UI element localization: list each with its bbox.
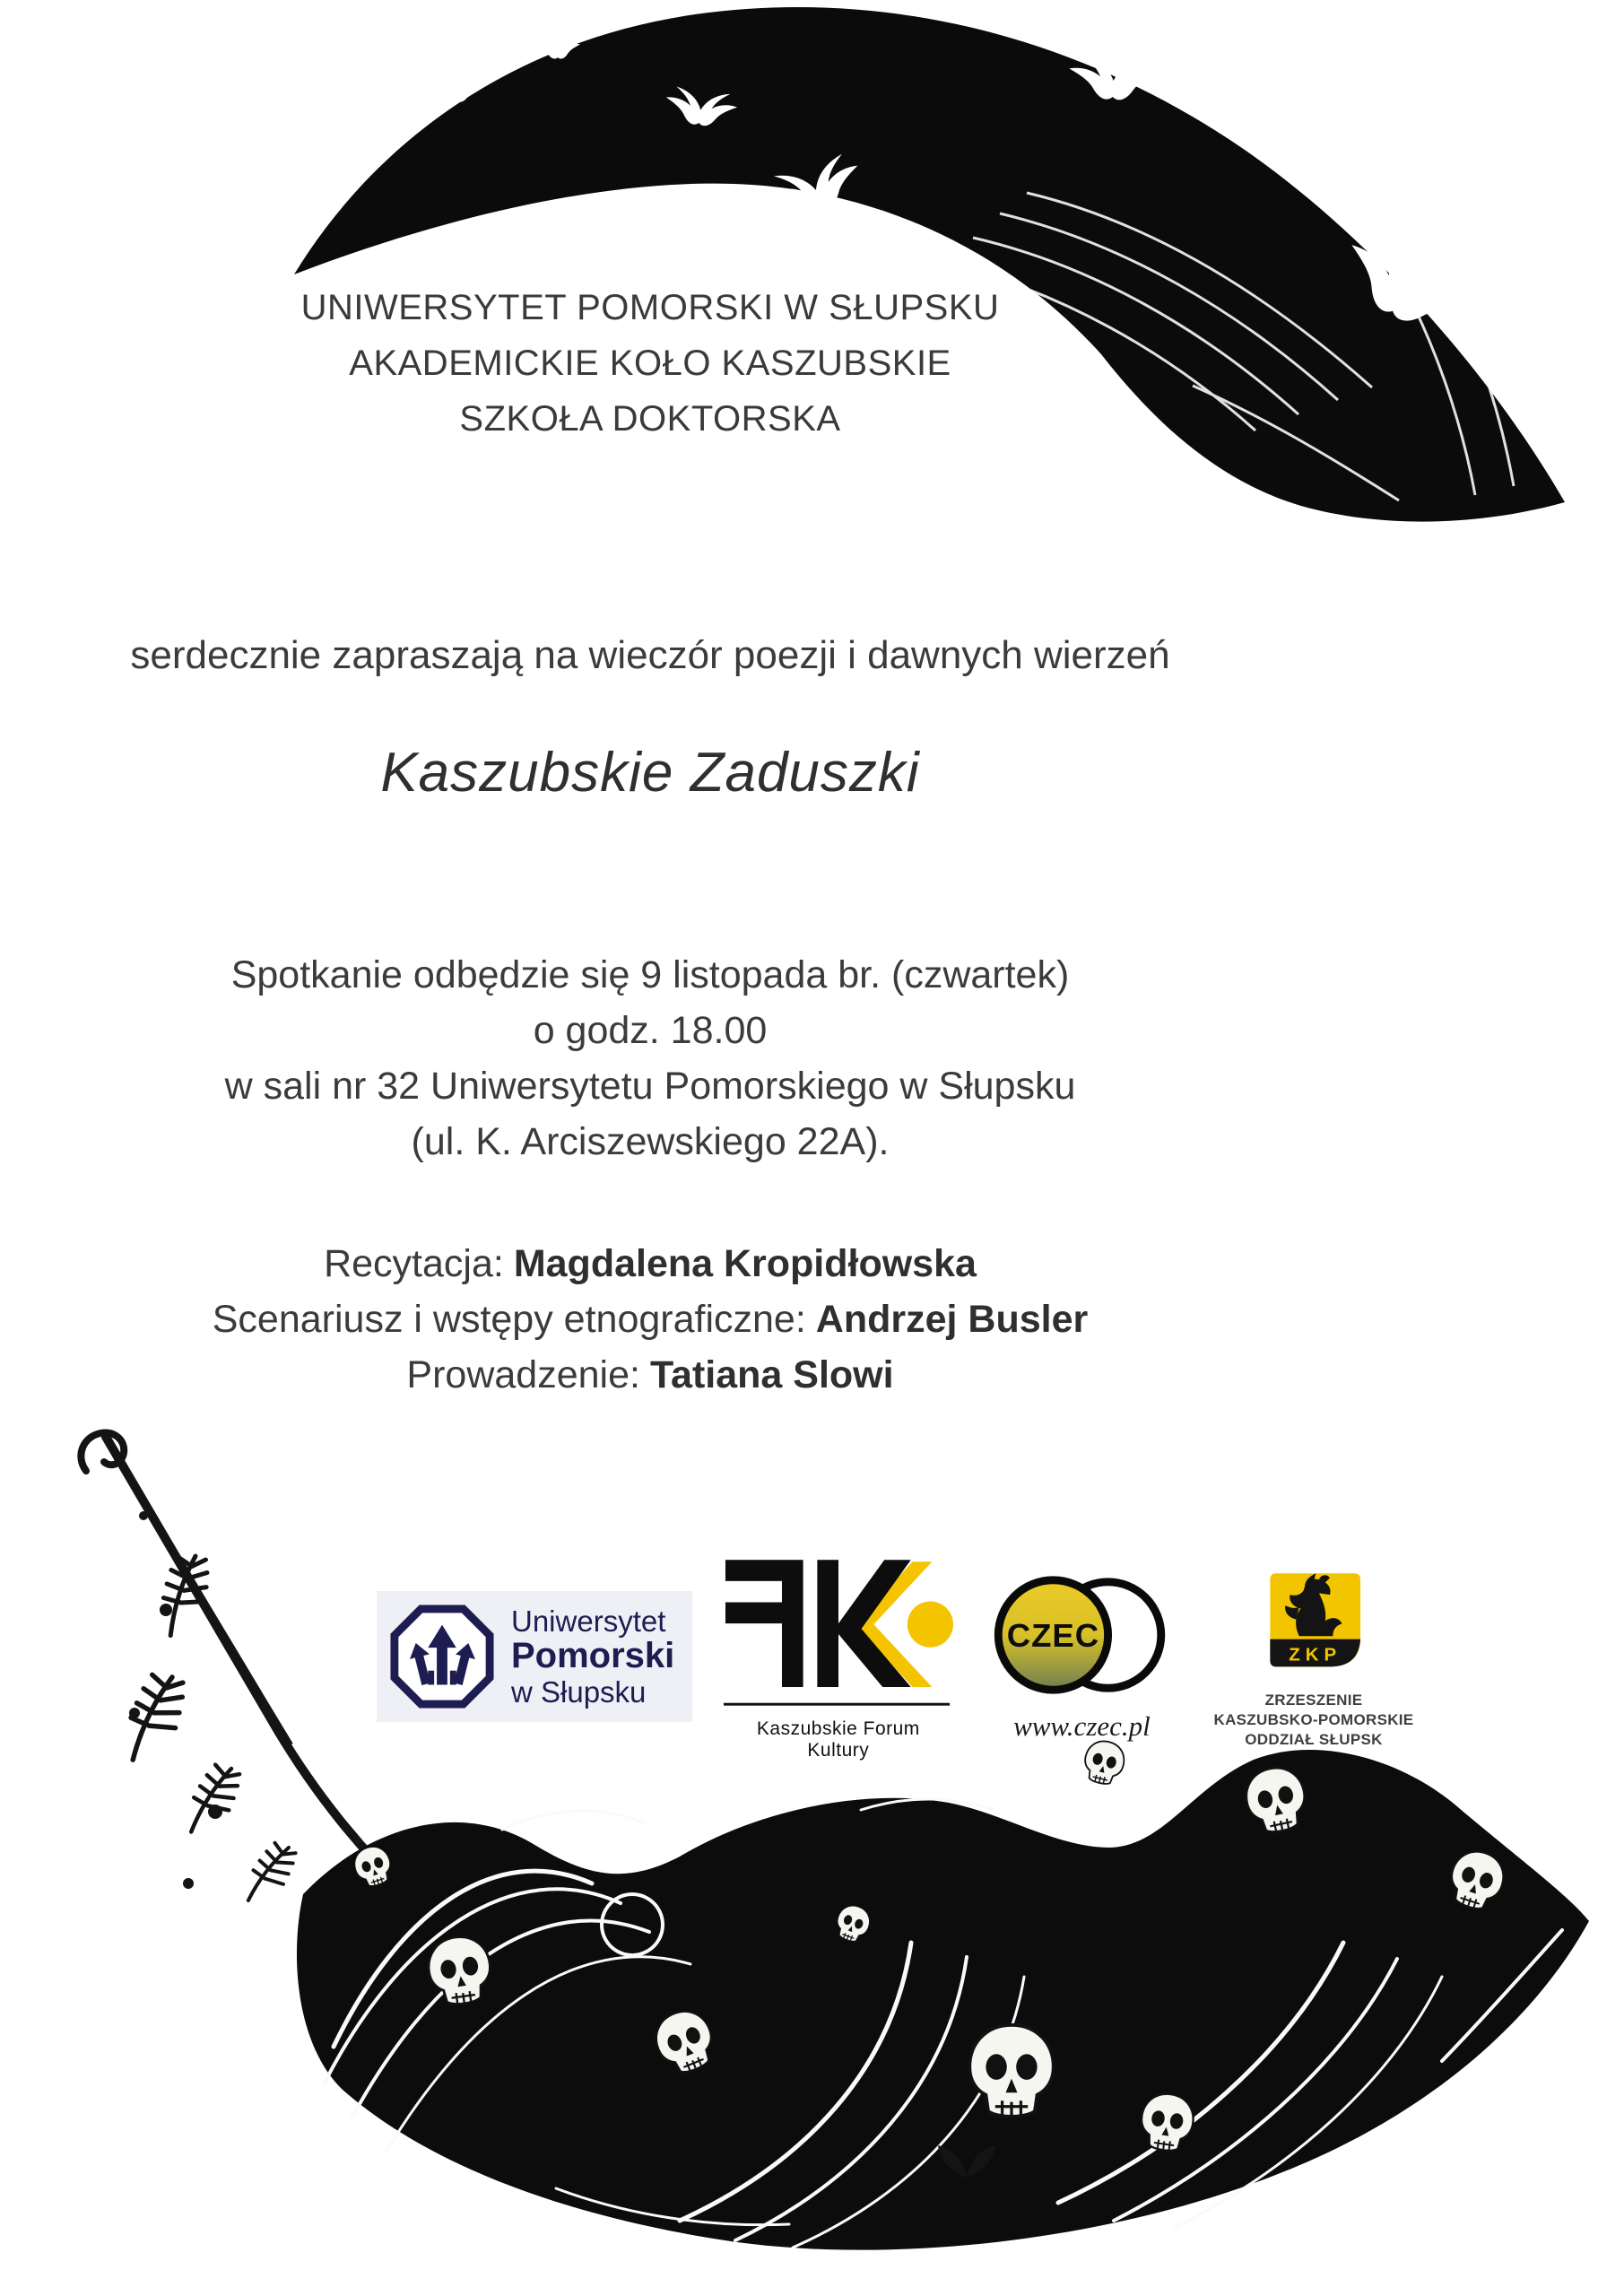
invitation-intro: serdecznie zapraszają na wieczór poezji i dawnych wierzeń: [130, 633, 1170, 677]
zkp-caption-line: ODDZIAŁ SŁUPSK: [1245, 1730, 1383, 1748]
detail-line: (ul. K. Arciszewskiego 22A).: [411, 1120, 890, 1163]
organizer-block: [0, 280, 1300, 447]
czec-url: www.czec.pl: [1013, 1709, 1151, 1742]
fkk-caption: Kaszubskie Forum Kultury: [756, 1718, 920, 1761]
czec-acronym: CZEC: [1007, 1616, 1100, 1654]
credit-name: Tatiana Slowi: [649, 1353, 894, 1396]
university-logo-line: Pomorski: [511, 1636, 675, 1676]
zkp-acronym: ZKP: [1289, 1644, 1342, 1665]
detail-line: Spotkanie odbędzie się 9 listopada br. (czwartek): [230, 953, 1070, 996]
credit-label: Prowadzenie:: [406, 1353, 640, 1396]
credit-line: [0, 1292, 1300, 1347]
credits-block: [0, 1236, 1300, 1403]
event-title: Kaszubskie Zaduszki: [380, 742, 920, 804]
organizer-line: AKADEMICKIE KOŁO KASZUBSKIE: [349, 344, 951, 383]
event-details-block: [0, 947, 1300, 1170]
zkp-caption-line: ZRZESZENIE: [1264, 1691, 1363, 1709]
zkp-caption-line: KASZUBSKO-POMORSKIE: [1213, 1710, 1414, 1728]
credit-name: Magdalena Kropidłowska: [513, 1242, 977, 1285]
credit-label: Recytacja:: [324, 1242, 504, 1285]
wave-skulls-illustration: [0, 1381, 1624, 2296]
credit-label: Scenariusz i wstępy etnograficzne:: [212, 1298, 806, 1341]
wave-mass-shape: [297, 1750, 1589, 2250]
credit-line: [0, 1236, 1300, 1292]
detail-line: o godz. 18.00: [533, 1009, 768, 1052]
detail-line: w sali nr 32 Uniwersytetu Pomorskiego w Słupsku: [224, 1065, 1076, 1108]
skull-icon: [1081, 1737, 1128, 1787]
organizer-line: UNIWERSYTET POMORSKI W SŁUPSKU: [300, 288, 1000, 327]
university-logo-line: w Słupsku: [511, 1674, 647, 1709]
organizer-line: SZKOŁA DOKTORSKA: [459, 399, 841, 439]
credit-name: Andrzej Busler: [815, 1298, 1089, 1341]
university-logo-line: Uniwersytet: [511, 1604, 666, 1638]
